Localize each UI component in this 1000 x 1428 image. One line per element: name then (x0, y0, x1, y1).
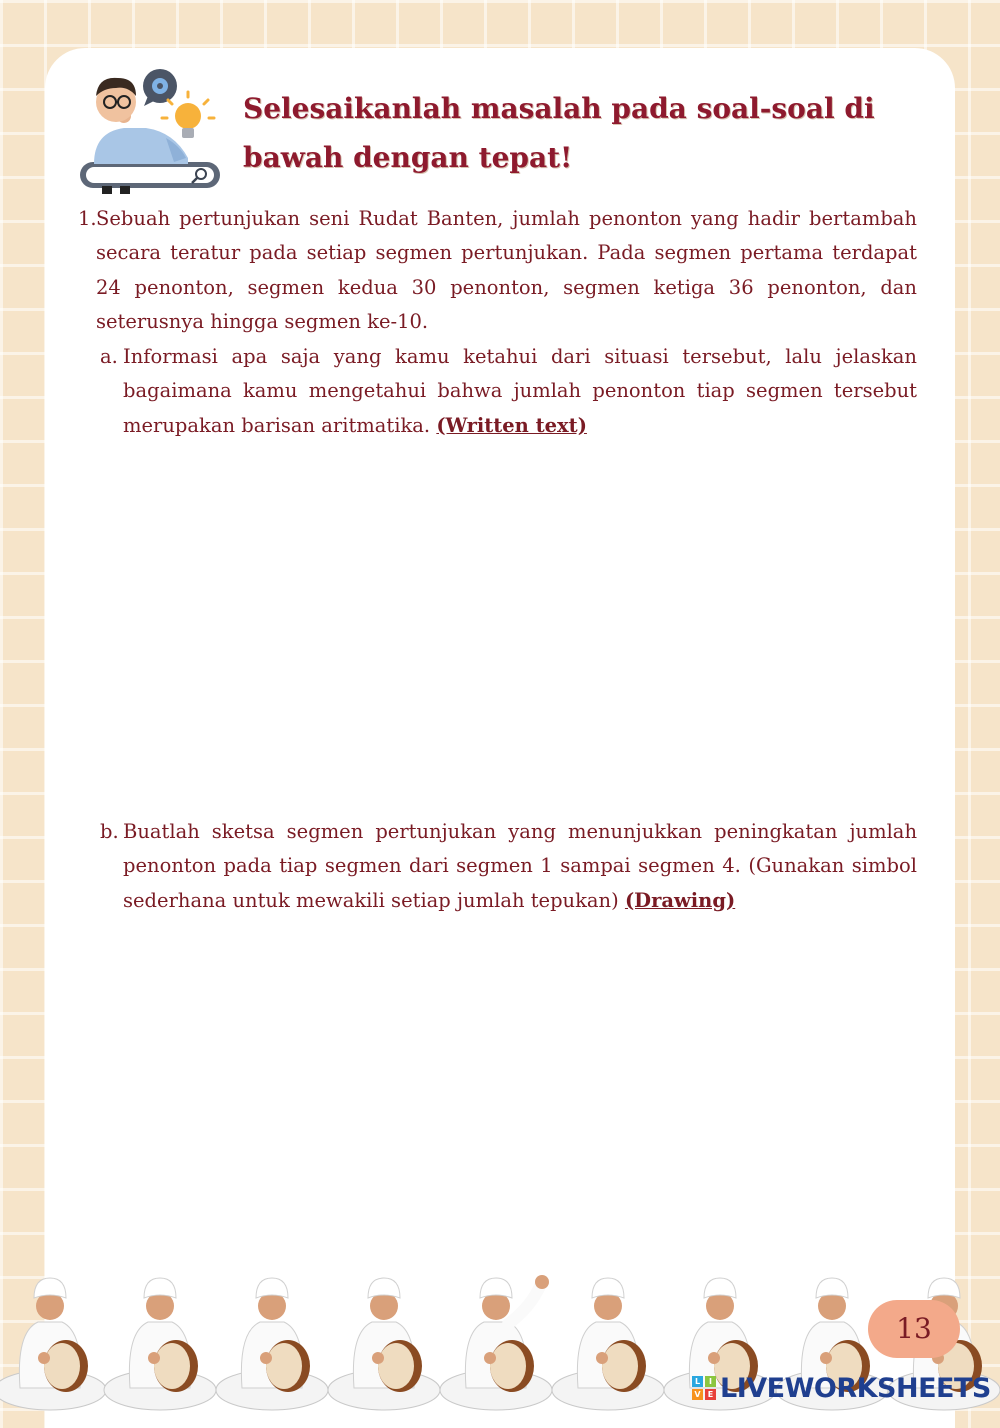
liveworksheets-brand (692, 1371, 991, 1405)
logo-letter: V (692, 1389, 703, 1400)
part-a-text: Informasi apa saja yang kamu ketahui dari situasi tersebut, lalu jelaskan bagaimana kamu mengetahui bahwa jumlah penonton tiap segmen tersebut merupakan barisan aritmatika. (123, 345, 917, 437)
part-b-prompt (123, 815, 917, 918)
logo-letter: L (692, 1376, 703, 1387)
written-text-tag: (Written text) (436, 413, 587, 437)
question-number: 1. (78, 207, 97, 230)
part-a-letter: a. (100, 345, 118, 368)
drawing-tag: (Drawing) (624, 888, 736, 912)
liveworksheets-logo-icon (692, 1376, 716, 1400)
part-b-letter: b. (100, 820, 119, 843)
written-answer-area[interactable] (96, 446, 917, 801)
question-1-text: Sebuah pertunjukan seni Rudat Banten, jumlah penonton yang hadir bertambah secara teratur pada setiap segmen pertunjukan. Pada segmen pertama terdapat 24 penonton, segmen kedua 30 penonton, segmen ketiga 36 penonton, dan seterusnya hingga segmen ke-10. (96, 207, 917, 333)
page-title: Selesaikanlah masalah pada soal-soal di bawah dengan tepat! (243, 92, 875, 174)
part-b-text: Buatlah sketsa segmen pertunjukan yang menunjukkan peningkatan jumlah penonton pada tiap segmen dari segmen 1 sampai segmen 4. (Gunakan simbol sederhana untuk mewakili setiap jumlah tepukan) (123, 820, 917, 912)
brand-text[interactable]: LIVEWORKSHEETS (720, 1372, 991, 1404)
logo-letter: E (705, 1389, 716, 1400)
part-a-prompt (123, 340, 917, 443)
thinking-man-lightbulb-illustration (76, 66, 226, 196)
logo-letter: I (705, 1376, 716, 1387)
drawing-answer-area[interactable] (96, 924, 917, 1254)
page-number-badge: 13 (868, 1300, 960, 1358)
